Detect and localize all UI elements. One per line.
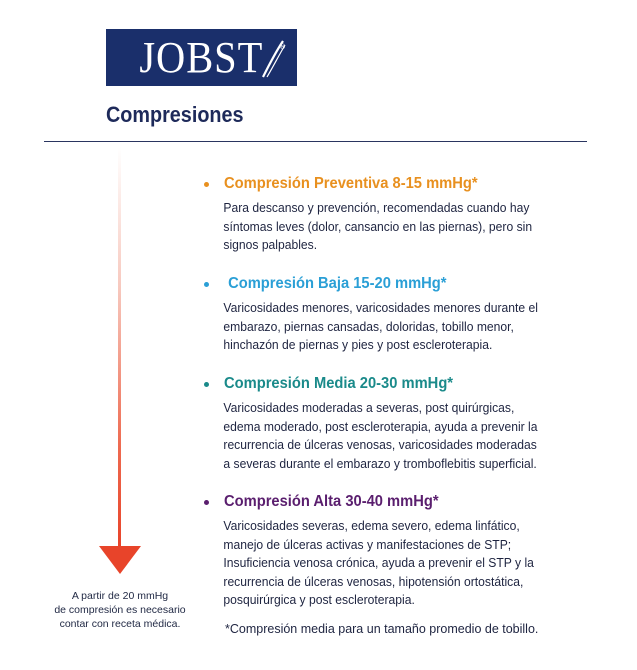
logo-text: JOBST <box>139 32 264 82</box>
desc-line: síntomas leves (dolor, cansancio en las piernas), pero sin <box>223 219 533 234</box>
prescription-note-line: de compresión es necesario <box>54 604 186 616</box>
level-title: Compresión Alta 30-40 mmHg* <box>224 493 439 510</box>
level-description <box>204 199 573 255</box>
down-arrow-icon <box>99 546 141 574</box>
desc-line: Varicosidades menores, varicosidades menores durante el <box>223 301 538 315</box>
header-divider <box>44 141 587 142</box>
bullet-icon <box>204 182 209 187</box>
desc-line: posquirúrgica y post escleroterapia. <box>223 593 415 607</box>
desc-line: a severas durante el embarazo y tromboflebitis superficial. <box>223 456 537 471</box>
desc-line: hinchazón de piernas y pies y post escleroterapia. <box>223 338 493 352</box>
level-description <box>204 299 573 355</box>
jobst-logo <box>106 29 297 86</box>
desc-line: Varicosidades moderadas a severas, post quirúrgicas, <box>223 401 515 415</box>
desc-line: embarazo, piernas cansadas, doloridas, tobillo menor, <box>223 319 514 334</box>
level-description <box>204 517 573 610</box>
prescription-note-line: contar con receta médica. <box>59 618 181 630</box>
level-description <box>204 399 573 473</box>
level-media <box>204 375 614 493</box>
desc-line: signos palpables. <box>223 238 318 252</box>
level-alta <box>204 493 614 610</box>
prescription-note <box>46 589 194 631</box>
compression-arrow-shaft <box>118 147 121 547</box>
desc-line: edema moderado, post escleroterapia, ayuda a prevenir la <box>223 419 538 434</box>
footnote: *Compresión media para un tamaño promedio de tobillo. <box>225 622 539 636</box>
bullet-icon <box>204 282 209 287</box>
desc-line: Para descanso y prevención, recomendadas cuando hay <box>223 201 530 215</box>
desc-line: recurrencia de úlceras venosas, varicosidades moderadas <box>223 438 537 452</box>
level-preventiva <box>204 175 614 275</box>
bullet-icon <box>204 382 209 387</box>
desc-line: Varicosidades severas, edema severo, edema linfático, <box>223 519 520 533</box>
compression-levels <box>204 175 614 610</box>
desc-line: Insuficiencia venosa crónica, ayuda a prevenir el STP y la <box>223 556 534 570</box>
level-title: Compresión Baja 15-20 mmHg* <box>224 275 447 292</box>
desc-line: recurrencia de úlceras venosas, hipotensión ortostática, <box>223 574 524 589</box>
registered-mark: ® <box>279 43 286 51</box>
bullet-icon <box>204 500 209 505</box>
logo-swoosh-icon <box>261 37 287 79</box>
desc-line: manejo de úlceras activas y manifestaciones de STP; <box>223 537 512 552</box>
level-baja <box>204 275 614 375</box>
page-title: Compresiones <box>106 102 244 127</box>
prescription-note-line: A partir de 20 mmHg <box>71 590 169 602</box>
level-title: Compresión Media 20-30 mmHg* <box>224 375 454 392</box>
level-title: Compresión Preventiva 8-15 mmHg* <box>224 175 478 192</box>
